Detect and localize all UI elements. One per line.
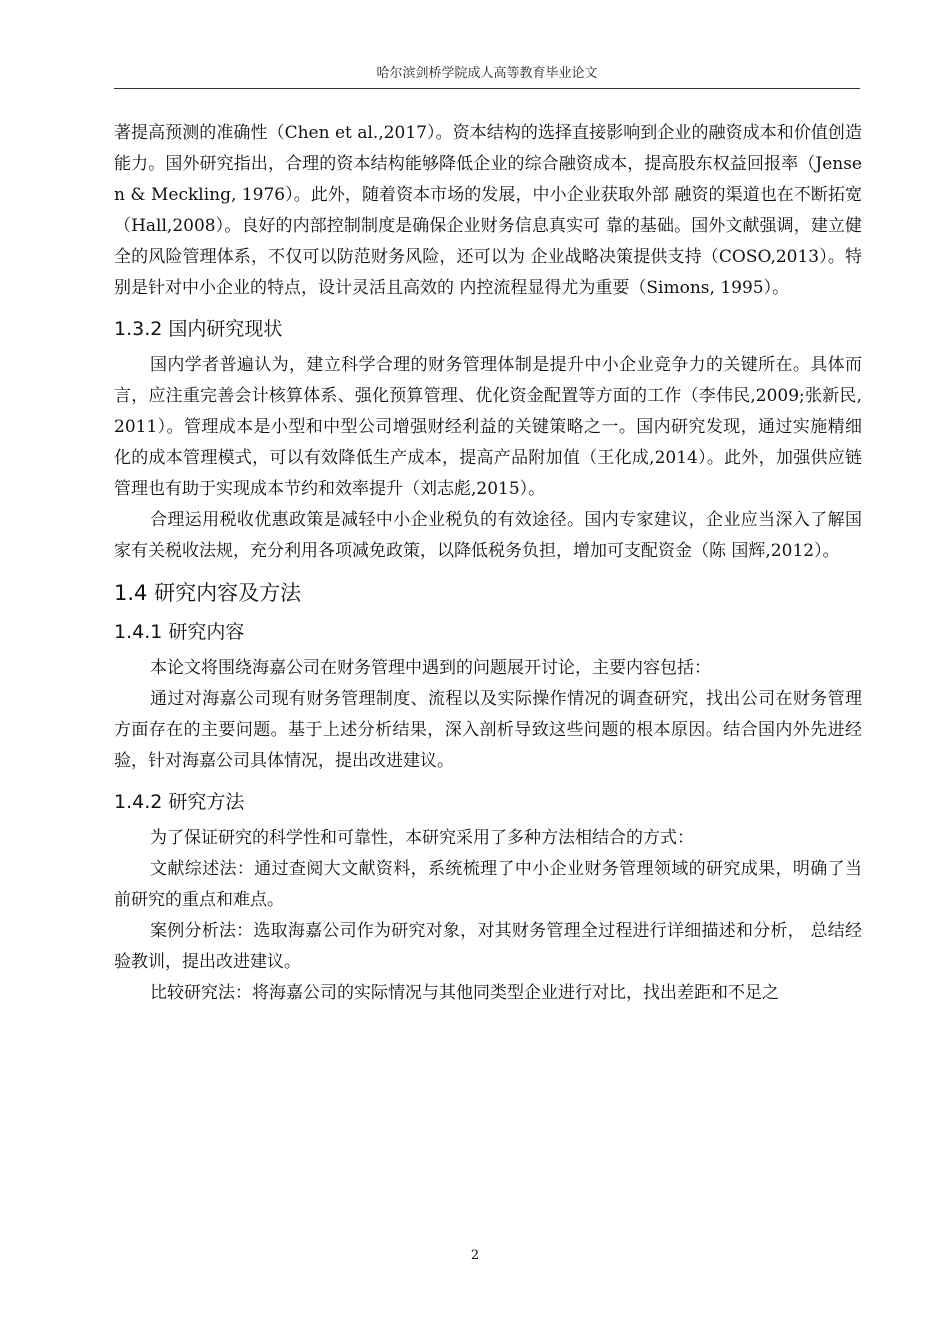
paragraph-domestic-research-1: 国内学者普遍认为，建立科学合理的财务管理体制是提升中小企业竞争力的关键所在。具体而言，应注重完善会计核算体系、强化预算管理、优化资金配置等方面的工作（李伟民,2009;张新民,2011）。管理成本是小型和中型公司增强财经利益的关键策略之一。国内研究发现，通过实施精细化的成本管理模式，可以有效降低生产成本，提高产品附加值（王化成,2014）。此外，加强供应链管理也有助于实现成本节约和效率提升（刘志彪,2015）。 xyxy=(114,355,862,499)
paragraph-method-literature: 文献综述法：通过查阅大文献资料，系统梳理了中小企业财务管理领域的研究成果，明确了当前研究的重点和难点。 xyxy=(114,859,862,910)
page-number: 2 xyxy=(470,1248,480,1263)
paragraph-foreign-research-continued: 著提高预测的准确性（Chen et al.,2017）。资本结构的选择直接影响到企业的融资成本和价值创造能力。国外研究指出，合理的资本结构能够降低企业的综合融资成本，提高股东权益回报率（Jensen & Meckling, 1976）。此外，随着资本市场的发展，中小企业获取外部 融资的渠道也在不断拓宽（Hall,2008）。良好的内部控制制度是确保企业财务信息真实可 靠的基础。国外文献强调，建立健全的风险管理体系，不仅可以防范财务风险，还可以为 企业战略决策提供支持（COSO,2013）。特别是针对中小企业的特点，设计灵活且高效的 内控流程显得尤为重要（Simons, 1995）。 xyxy=(114,123,862,298)
paragraph-method-case: 案例分析法：选取海嘉公司作为研究对象，对其财务管理全过程进行详细描述和分析， 总结经验教训，提出改进建议。 xyxy=(114,921,862,972)
running-header: 哈尔滨剑桥学院成人高等教育毕业论文 xyxy=(376,66,598,81)
heading-1-4-2: 1.4.2 研究方法 xyxy=(114,791,245,813)
heading-1-4-1: 1.4.1 研究内容 xyxy=(114,621,245,643)
heading-1-4: 1.4 研究内容及方法 xyxy=(114,581,302,605)
paragraph-method-comparison: 比较研究法：将海嘉公司的实际情况与其他同类型企业进行对比，找出差距和不足之 xyxy=(150,983,779,1003)
header-rule xyxy=(114,88,860,89)
paragraph-research-content-intro: 本论文将围绕海嘉公司在财务管理中遇到的问题展开讨论，主要内容包括： xyxy=(150,658,711,678)
page-body xyxy=(114,118,862,1009)
paragraph-research-content-detail: 通过对海嘉公司现有财务管理制度、流程以及实际操作情况的调查研究，找出公司在财务管理方面存在的主要问题。基于上述分析结果，深入剖析导致这些问题的根本原因。结合国内外先进经验，针对海嘉公司具体情况，提出改进建议。 xyxy=(114,689,862,771)
paragraph-domestic-research-2: 合理运用税收优惠政策是减轻中小企业税负的有效途径。国内专家建议，企业应当深入了解国家有关税收法规，充分利用各项减免政策，以降低税务负担，增加可支配资金（陈 国辉,2012）。 xyxy=(114,510,862,561)
heading-1-3-2: 1.3.2 国内研究现状 xyxy=(114,318,283,340)
paragraph-methods-intro: 为了保证研究的科学性和可靠性，本研究采用了多种方法相结合的方式： xyxy=(150,828,694,848)
